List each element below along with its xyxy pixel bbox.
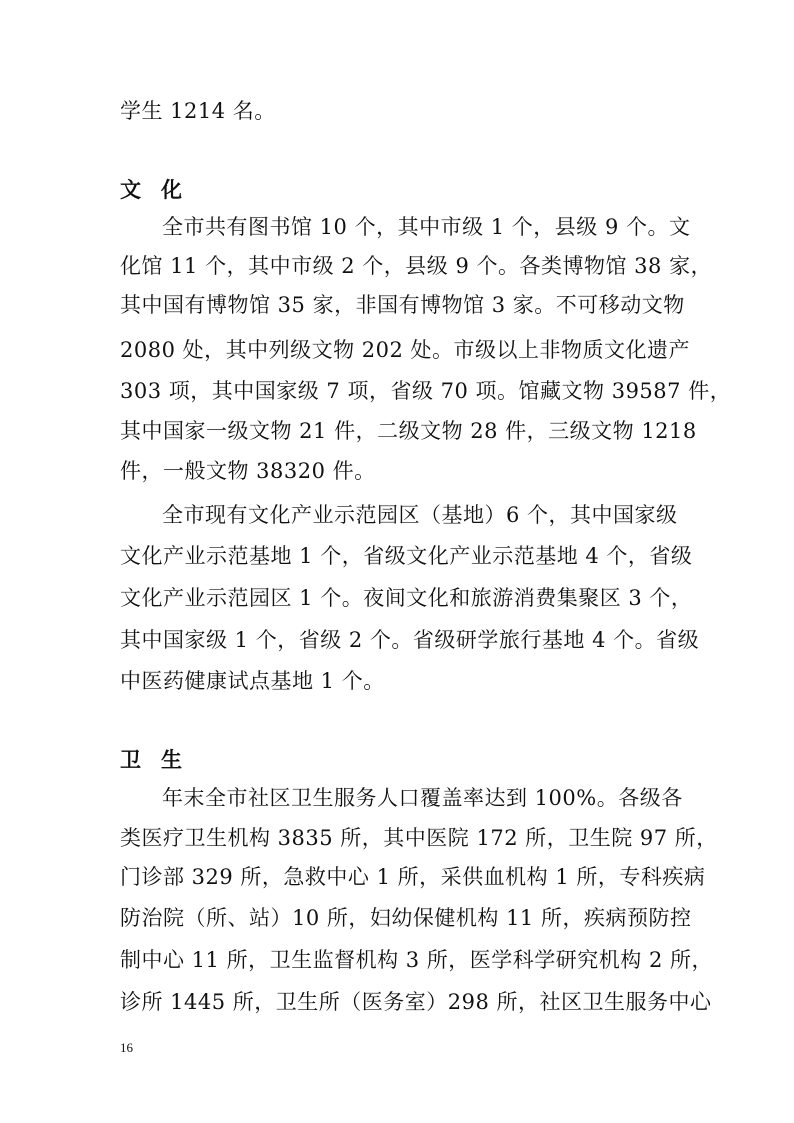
- continuation-line: 学生 1214 名。: [120, 99, 276, 123]
- paragraph-line: 其中国有博物馆 35 家，非国有博物馆 3 家。不可移动文物: [120, 293, 685, 317]
- section-heading-culture: 文化: [120, 178, 202, 202]
- paragraph-line: 中医药健康试点基地 1 个。: [120, 669, 385, 693]
- paragraph-line: 2080 处，其中列级文物 202 处。市级以上非物质文化遗产: [120, 338, 691, 362]
- paragraph-line: 制中心 11 所，卫生监督机构 3 所，医学科学研究机构 2 所，: [120, 948, 713, 972]
- page-number: 16: [120, 1040, 133, 1055]
- paragraph-line: 件，一般文物 38320 件。: [120, 459, 376, 483]
- paragraph-line: 类医疗卫生机构 3835 所，其中医院 172 所，卫生院 97 所，: [120, 826, 718, 850]
- paragraph-line: 其中国家一级文物 21 件，二级文物 28 件，三级文物 1218: [120, 419, 697, 443]
- paragraph-line: 其中国家级 1 个，省级 2 个。省级研学旅行基地 4 个。省级: [120, 628, 700, 652]
- paragraph-line: 全市共有图书馆 10 个，其中市级 1 个，县级 9 个。文: [162, 215, 691, 239]
- paragraph-line: 年末全市社区卫生服务人口覆盖率达到 100%。各级各: [162, 786, 683, 810]
- paragraph-line: 诊所 1445 所，卫生所（医务室）298 所，社区卫生服务中心: [120, 990, 712, 1014]
- paragraph-line: 全市现有文化产业示范园区（基地）6 个，其中国家级: [162, 503, 678, 527]
- section-heading-health: 卫生: [120, 748, 202, 772]
- paragraph-line: 化馆 11 个，其中市级 2 个，县级 9 个。各类博物馆 38 家，: [120, 254, 713, 278]
- paragraph-line: 303 项，其中国家级 7 项，省级 70 项。馆藏文物 39587 件，: [120, 379, 732, 403]
- paragraph-line: 门诊部 329 所，急救中心 1 所，采供血机构 1 所，专科疾病: [120, 865, 706, 889]
- paragraph-line: 文化产业示范园区 1 个。夜间文化和旅游消费集聚区 3 个，: [120, 586, 693, 610]
- paragraph-line: 防治院（所、站）10 所，妇幼保健机构 11 所，疾病预防控: [120, 906, 692, 930]
- paragraph-line: 文化产业示范基地 1 个，省级文化产业示范基地 4 个，省级: [120, 544, 693, 568]
